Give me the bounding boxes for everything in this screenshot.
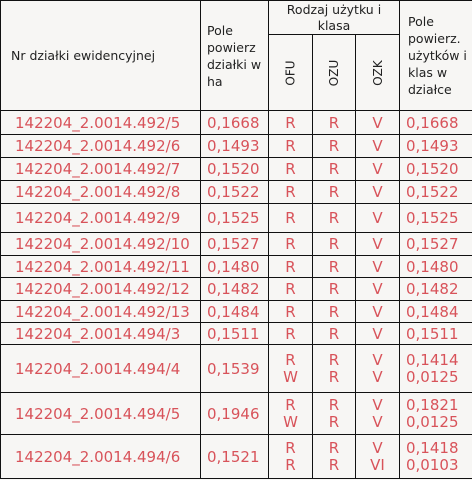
ozu-value: R (313, 158, 356, 181)
table-row (1, 323, 472, 345)
ozu-value: R (313, 278, 356, 301)
parcel-area: 0,1520 (201, 158, 269, 181)
use-area-line: 0,1414 (406, 350, 459, 369)
ozk-value: V (356, 301, 400, 323)
ozk-value: V (356, 233, 400, 256)
use-area (400, 435, 472, 479)
use-area: 0,1480 (400, 256, 472, 278)
ozk-value-line: V (372, 395, 383, 414)
parcel-number: 142204_2.0014.492/10 (1, 233, 201, 256)
parcel-number: 142204_2.0014.492/8 (1, 181, 201, 204)
table-row (1, 256, 472, 278)
ozk-value-line: V (372, 438, 383, 457)
ozu-value: R (313, 233, 356, 256)
use-area-line: 0,1821 (406, 395, 459, 414)
header-parcel-area: Pole powierz działki w ha (201, 1, 269, 111)
use-area (400, 393, 472, 435)
ozu-value (313, 435, 356, 479)
parcel-area: 0,1521 (201, 435, 269, 479)
ofu-value: R (269, 158, 313, 181)
header-ozu-label: OZU (326, 59, 341, 87)
ozu-value-line: R (328, 438, 340, 457)
ozk-value: V (356, 181, 400, 204)
table-row (1, 111, 472, 135)
ofu-value (269, 345, 313, 393)
parcel-area: 0,1493 (201, 135, 269, 158)
use-area-line: 0,0103 (406, 455, 459, 474)
ozk-value: V (356, 278, 400, 301)
ozu-value: R (313, 323, 356, 345)
header-land-use-class: Rodzaj użytku i klasa (269, 1, 400, 35)
parcel-number: 142204_2.0014.494/6 (1, 435, 201, 479)
ozk-value: V (356, 323, 400, 345)
use-area: 0,1484 (400, 301, 472, 323)
ozk-value-line: VI (370, 455, 385, 474)
ozk-value: V (356, 256, 400, 278)
parcel-number: 142204_2.0014.494/3 (1, 323, 201, 345)
use-area: 0,1522 (400, 181, 472, 204)
ozk-value: V (356, 111, 400, 135)
ozu-value-line: R (328, 455, 340, 474)
ozu-value-line: R (328, 367, 340, 386)
ofu-value-line: R (285, 438, 296, 457)
use-area: 0,1525 (400, 204, 472, 233)
ozu-value: R (313, 135, 356, 158)
parcel-number: 142204_2.0014.492/11 (1, 256, 201, 278)
ozk-value: V (356, 158, 400, 181)
ozu-value-line: R (328, 412, 340, 431)
parcel-area: 0,1525 (201, 204, 269, 233)
parcel-area: 0,1668 (201, 111, 269, 135)
ofu-value: R (269, 111, 313, 135)
header-parcel-number: Nr działki ewidencyjnej (1, 1, 201, 111)
header-ofu (269, 35, 313, 111)
ofu-value-line: R (285, 395, 296, 414)
ofu-value: R (269, 135, 313, 158)
use-area: 0,1520 (400, 158, 472, 181)
parcel-area: 0,1527 (201, 233, 269, 256)
table-row (1, 345, 472, 393)
table-row (1, 233, 472, 256)
ofu-value-line: W (283, 367, 298, 386)
parcel-number: 142204_2.0014.492/13 (1, 301, 201, 323)
parcel-number: 142204_2.0014.492/6 (1, 135, 201, 158)
ozk-value-line: V (372, 350, 383, 369)
parcel-area: 0,1522 (201, 181, 269, 204)
ozu-value: R (313, 111, 356, 135)
parcel-area: 0,1484 (201, 301, 269, 323)
use-area-line: 0,0125 (406, 412, 459, 431)
ozu-value: R (313, 301, 356, 323)
ofu-value: R (269, 278, 313, 301)
use-area: 0,1668 (400, 111, 472, 135)
ofu-value (269, 393, 313, 435)
ofu-value: R (269, 256, 313, 278)
parcel-area: 0,1480 (201, 256, 269, 278)
use-area-line: 0,0125 (406, 367, 459, 386)
table-row (1, 158, 472, 181)
table-row (1, 278, 472, 301)
ofu-value: R (269, 204, 313, 233)
parcel-area: 0,1946 (201, 393, 269, 435)
table-row (1, 301, 472, 323)
use-area: 0,1527 (400, 233, 472, 256)
ofu-value-line: W (283, 412, 298, 431)
ozu-value-line: R (328, 350, 340, 369)
table-body (1, 111, 472, 479)
parcel-number: 142204_2.0014.492/5 (1, 111, 201, 135)
ofu-value: R (269, 323, 313, 345)
parcel-number: 142204_2.0014.494/4 (1, 345, 201, 393)
header-ozu (313, 35, 356, 111)
ofu-value: R (269, 301, 313, 323)
ozk-value-line: V (372, 412, 383, 431)
parcel-area: 0,1511 (201, 323, 269, 345)
table-row (1, 181, 472, 204)
ozu-value (313, 393, 356, 435)
use-area: 0,1493 (400, 135, 472, 158)
header-ozk-label: OZK (370, 60, 385, 86)
ozk-value (356, 393, 400, 435)
parcel-number: 142204_2.0014.492/12 (1, 278, 201, 301)
parcel-number: 142204_2.0014.494/5 (1, 393, 201, 435)
use-area (400, 345, 472, 393)
ofu-value-line: R (285, 455, 296, 474)
ofu-value (269, 435, 313, 479)
table-row (1, 435, 472, 479)
ozk-value-line: V (372, 367, 383, 386)
header-ozk (356, 35, 400, 111)
table-row (1, 204, 472, 233)
parcel-number: 142204_2.0014.492/7 (1, 158, 201, 181)
ozk-value (356, 345, 400, 393)
ofu-value-line: R (285, 350, 296, 369)
ozk-value (356, 435, 400, 479)
header-use-area: Pole powierz. użytków i klas w działce (400, 1, 472, 111)
table-row (1, 135, 472, 158)
ozk-value: V (356, 204, 400, 233)
ozu-value: R (313, 181, 356, 204)
ozu-value: R (313, 204, 356, 233)
parcel-area: 0,1482 (201, 278, 269, 301)
header-ofu-label: OFU (283, 60, 298, 86)
ozu-value: R (313, 256, 356, 278)
ofu-value: R (269, 233, 313, 256)
ozu-value (313, 345, 356, 393)
ozu-value-line: R (328, 395, 340, 414)
use-area: 0,1511 (400, 323, 472, 345)
parcel-number: 142204_2.0014.492/9 (1, 204, 201, 233)
table-row (1, 393, 472, 435)
use-area-line: 0,1418 (406, 438, 459, 457)
use-area: 0,1482 (400, 278, 472, 301)
ofu-value: R (269, 181, 313, 204)
parcel-area: 0,1539 (201, 345, 269, 393)
ozk-value: V (356, 135, 400, 158)
